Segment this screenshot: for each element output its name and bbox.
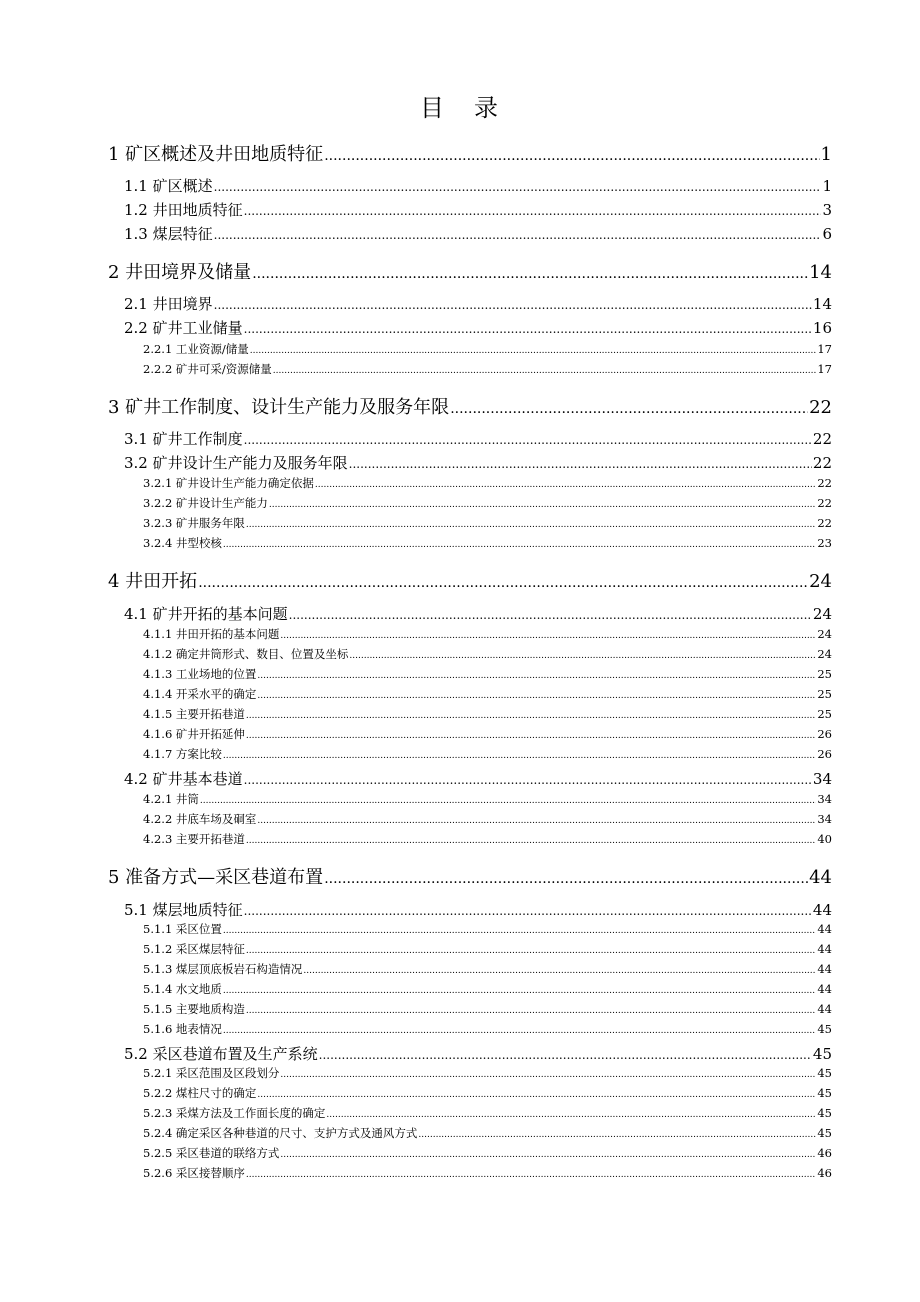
toc-entry-page-number: 45 xyxy=(817,1066,832,1080)
toc-entry-level3[interactable] xyxy=(143,921,832,937)
toc-entry-level3[interactable] xyxy=(143,495,832,511)
toc-entry-page-number: 22 xyxy=(817,476,832,490)
toc-leader-dots xyxy=(214,228,822,242)
toc-leader-dots xyxy=(257,671,816,681)
toc-entry-label: 2 井田境界及储量 xyxy=(108,262,252,283)
toc-entry-label: 2.2.1 工业资源/储量 xyxy=(143,342,249,356)
toc-entry-label: 4.1.5 主要开拓巷道 xyxy=(143,707,245,721)
toc-entry-page-number: 24 xyxy=(817,647,832,661)
toc-entry-level1[interactable] xyxy=(108,863,832,889)
toc-entry-level3[interactable] xyxy=(143,961,832,977)
toc-entry-label: 4.1.7 方案比较 xyxy=(143,747,222,761)
toc-entry-level3[interactable] xyxy=(143,1125,832,1141)
toc-entry-page-number: 22 xyxy=(817,496,832,510)
toc-entry-page-number: 16 xyxy=(812,319,832,337)
toc-leader-dots xyxy=(223,926,816,936)
toc-entry-label: 4.1 矿井开拓的基本问题 xyxy=(124,605,288,623)
toc-entry-level3[interactable] xyxy=(143,1065,832,1081)
toc-entry-level1[interactable] xyxy=(108,393,832,419)
toc-entry-level2[interactable] xyxy=(124,1043,832,1064)
toc-entry-level3[interactable] xyxy=(143,726,832,742)
toc-entry-level3[interactable] xyxy=(143,1165,832,1181)
toc-leader-dots xyxy=(246,1170,816,1180)
toc-leader-dots xyxy=(269,500,816,510)
toc-leader-dots xyxy=(418,1130,816,1140)
toc-entry-label: 4 井田开拓 xyxy=(108,571,198,592)
toc-entry-label: 4.1.3 工业场地的位置 xyxy=(143,667,257,681)
toc-leader-dots xyxy=(257,1090,816,1100)
toc-entry-page-number: 14 xyxy=(812,295,832,313)
toc-leader-dots xyxy=(326,1110,816,1120)
toc-entry-page-number: 24 xyxy=(809,571,832,592)
toc-leader-dots xyxy=(252,266,808,282)
toc-entry-level1[interactable] xyxy=(108,258,832,284)
toc-leader-dots xyxy=(303,966,816,976)
toc-entry-page-number: 44 xyxy=(817,942,832,956)
toc-entry-page-number: 46 xyxy=(817,1146,832,1160)
toc-entry-level3[interactable] xyxy=(143,686,832,702)
toc-entry-page-number: 17 xyxy=(817,342,832,356)
toc-leader-dots xyxy=(246,946,816,956)
toc-entry-label: 5.1.6 地表情况 xyxy=(143,1022,222,1036)
toc-entry-level1[interactable] xyxy=(108,140,832,166)
toc-entry-level3[interactable] xyxy=(143,535,832,551)
toc-entry-label: 3 矿井工作制度、设计生产能力及服务年限 xyxy=(108,397,450,418)
toc-entry-level2[interactable] xyxy=(124,199,832,220)
toc-leader-dots xyxy=(324,871,808,887)
toc-entry-label: 5.1 煤层地质特征 xyxy=(124,901,243,919)
toc-leader-dots xyxy=(280,631,816,641)
toc-entry-page-number: 24 xyxy=(817,627,832,641)
toc-entry-label: 5.1.4 水文地质 xyxy=(143,982,222,996)
toc-entry-level3[interactable] xyxy=(143,1145,832,1161)
toc-entry-level3[interactable] xyxy=(143,361,832,377)
toc-leader-dots xyxy=(246,731,816,741)
toc-entry-page-number: 23 xyxy=(817,536,832,550)
toc-entry-label: 4.2.1 井筒 xyxy=(143,792,199,806)
toc-leader-dots xyxy=(349,651,816,661)
toc-leader-dots xyxy=(244,433,812,447)
toc-entry-label: 1.2 井田地质特征 xyxy=(124,201,243,219)
page-title-part2: 录 xyxy=(474,94,500,122)
toc-entry-page-number: 44 xyxy=(817,922,832,936)
toc-entry-level3[interactable] xyxy=(143,626,832,642)
toc-entry-page-number: 1 xyxy=(820,144,832,165)
toc-entry-level2[interactable] xyxy=(124,293,832,314)
toc-leader-dots xyxy=(257,816,816,826)
toc-entry-label: 5.2.5 采区巷道的联络方式 xyxy=(143,1146,280,1160)
toc-entry-page-number: 44 xyxy=(812,901,832,919)
toc-entry-level3[interactable] xyxy=(143,475,832,491)
toc-entry-level3[interactable] xyxy=(143,746,832,762)
toc-entry-label: 5.2 采区巷道布置及生产系统 xyxy=(124,1045,318,1063)
toc-entry-label: 4.1.6 矿井开拓延伸 xyxy=(143,727,245,741)
toc-leader-dots xyxy=(223,986,816,996)
toc-entry-level3[interactable] xyxy=(143,1105,832,1121)
toc-entry-page-number: 34 xyxy=(817,792,832,806)
toc-entry-label: 3.2.2 矿井设计生产能力 xyxy=(143,496,268,510)
toc-entry-level3[interactable] xyxy=(143,341,832,357)
toc-leader-dots xyxy=(315,480,816,490)
page-title-part1: 目 xyxy=(420,94,446,122)
toc-entry-page-number: 45 xyxy=(817,1126,832,1140)
toc-entry-page-number: 25 xyxy=(817,687,832,701)
toc-entry-page-number: 25 xyxy=(817,707,832,721)
toc-entry-label: 4.1.4 开采水平的确定 xyxy=(143,687,257,701)
toc-entry-level3[interactable] xyxy=(143,515,832,531)
toc-entry-page-number: 22 xyxy=(812,454,832,472)
toc-entry-level3[interactable] xyxy=(143,666,832,682)
toc-entry-label: 5 准备方式—采区巷道布置 xyxy=(108,867,324,888)
toc-entry-label: 3.2.1 矿井设计生产能力确定依据 xyxy=(143,476,314,490)
toc-entry-level2[interactable] xyxy=(124,452,832,473)
toc-entry-level2[interactable] xyxy=(124,899,832,920)
toc-entry-label: 5.2.1 采区范围及区段划分 xyxy=(143,1066,280,1080)
toc-leader-dots xyxy=(246,1006,816,1016)
toc-entry-page-number: 14 xyxy=(809,262,832,283)
toc-entry-level3[interactable] xyxy=(143,831,832,847)
toc-entry-label: 2.2.2 矿井可采/资源储量 xyxy=(143,362,272,376)
toc-entry-page-number: 40 xyxy=(817,832,832,846)
toc-leader-dots xyxy=(289,608,812,622)
toc-leader-dots xyxy=(223,751,816,761)
toc-entry-page-number: 45 xyxy=(817,1022,832,1036)
toc-leader-dots xyxy=(319,1048,812,1062)
toc-entry-page-number: 24 xyxy=(812,605,832,623)
toc-leader-dots xyxy=(246,836,816,846)
toc-entry-level2[interactable] xyxy=(124,317,832,338)
toc-entry-page-number: 22 xyxy=(809,397,832,418)
toc-entry-page-number: 3 xyxy=(822,201,832,219)
toc-entry-level3[interactable] xyxy=(143,981,832,997)
toc-entry-page-number: 44 xyxy=(817,1002,832,1016)
toc-entry-page-number: 34 xyxy=(817,812,832,826)
toc-leader-dots xyxy=(280,1070,816,1080)
toc-entry-level2[interactable] xyxy=(124,428,832,449)
toc-entry-label: 3.2.4 井型校核 xyxy=(143,536,222,550)
toc-entry-label: 1.1 矿区概述 xyxy=(124,177,213,195)
toc-leader-dots xyxy=(244,773,812,787)
toc-leader-dots xyxy=(223,540,816,550)
toc-entry-label: 5.2.4 确定采区各种巷道的尺寸、支护方式及通风方式 xyxy=(143,1126,418,1140)
toc-entry-label: 5.2.3 采煤方法及工作面长度的确定 xyxy=(143,1106,326,1120)
toc-leader-dots xyxy=(324,148,819,164)
toc-leader-dots xyxy=(257,691,816,701)
toc-entry-level3[interactable] xyxy=(143,811,832,827)
toc-entry-label: 2.2 矿井工业储量 xyxy=(124,319,243,337)
toc-leader-dots xyxy=(244,204,822,218)
toc-entry-page-number: 44 xyxy=(809,867,832,888)
toc-entry-level3[interactable] xyxy=(143,791,832,807)
toc-leader-dots xyxy=(246,711,816,721)
toc-entry-label: 4.2.3 主要开拓巷道 xyxy=(143,832,245,846)
toc-entry-level3[interactable] xyxy=(143,1085,832,1101)
toc-entry-level2[interactable] xyxy=(124,768,832,789)
toc-entry-label: 1 矿区概述及井田地质特征 xyxy=(108,144,324,165)
toc-entry-label: 5.2.2 煤柱尺寸的确定 xyxy=(143,1086,257,1100)
toc-leader-dots xyxy=(244,322,812,336)
toc-entry-page-number: 22 xyxy=(812,430,832,448)
toc-leader-dots xyxy=(280,1150,816,1160)
toc-entry-level2[interactable] xyxy=(124,603,832,624)
toc-leader-dots xyxy=(450,401,808,417)
toc-entry-page-number: 22 xyxy=(817,516,832,530)
toc-entry-page-number: 26 xyxy=(817,747,832,761)
toc-entry-page-number: 45 xyxy=(817,1106,832,1120)
toc-leader-dots xyxy=(250,346,817,356)
toc-entry-level3[interactable] xyxy=(143,1021,832,1037)
toc-entry-page-number: 34 xyxy=(812,770,832,788)
toc-entry-page-number: 44 xyxy=(817,962,832,976)
toc-entry-page-number: 6 xyxy=(822,225,832,243)
toc-entry-page-number: 45 xyxy=(812,1045,832,1063)
toc-entry-level3[interactable] xyxy=(143,1001,832,1017)
toc-entry-label: 2.1 井田境界 xyxy=(124,295,213,313)
toc-entry-label: 5.1.3 煤层顶底板岩石构造情况 xyxy=(143,962,303,976)
toc-entry-page-number: 44 xyxy=(817,982,832,996)
toc-entry-level1[interactable] xyxy=(108,567,832,593)
toc-entry-label: 4.1.2 确定井筒形式、数目、位置及坐标 xyxy=(143,647,349,661)
toc-entry-page-number: 17 xyxy=(817,362,832,376)
toc-entry-page-number: 45 xyxy=(817,1086,832,1100)
toc-entry-label: 5.1.5 主要地质构造 xyxy=(143,1002,245,1016)
toc-leader-dots xyxy=(214,298,812,312)
toc-entry-level3[interactable] xyxy=(143,941,832,957)
toc-entry-page-number: 26 xyxy=(817,727,832,741)
toc-entry-label: 5.1.2 采区煤层特征 xyxy=(143,942,245,956)
toc-leader-dots xyxy=(223,1026,816,1036)
toc-entry-page-number: 1 xyxy=(822,177,832,195)
toc-entry-label: 5.1.1 采区位置 xyxy=(143,922,222,936)
toc-entry-page-number: 46 xyxy=(817,1166,832,1180)
toc-entry-level2[interactable] xyxy=(124,175,832,196)
toc-entry-label: 4.2.2 井底车场及硐室 xyxy=(143,812,257,826)
toc-entry-label: 4.2 矿井基本巷道 xyxy=(124,770,243,788)
toc-leader-dots xyxy=(246,520,816,530)
toc-entry-level2[interactable] xyxy=(124,223,832,244)
toc-leader-dots xyxy=(273,366,817,376)
toc-leader-dots xyxy=(244,904,812,918)
toc-leader-dots xyxy=(349,457,812,471)
toc-entry-label: 3.2.3 矿井服务年限 xyxy=(143,516,245,530)
toc-leader-dots xyxy=(200,796,816,806)
toc-entry-label: 3.2 矿井设计生产能力及服务年限 xyxy=(124,454,348,472)
toc-entry-label: 1.3 煤层特征 xyxy=(124,225,213,243)
toc-entry-level3[interactable] xyxy=(143,646,832,662)
toc-leader-dots xyxy=(198,575,808,591)
toc-entry-label: 3.1 矿井工作制度 xyxy=(124,430,243,448)
toc-entry-page-number: 25 xyxy=(817,667,832,681)
toc-leader-dots xyxy=(214,180,822,194)
toc-entry-label: 4.1.1 井田开拓的基本问题 xyxy=(143,627,280,641)
toc-entry-label: 5.2.6 采区接替顺序 xyxy=(143,1166,245,1180)
toc-entry-level3[interactable] xyxy=(143,706,832,722)
